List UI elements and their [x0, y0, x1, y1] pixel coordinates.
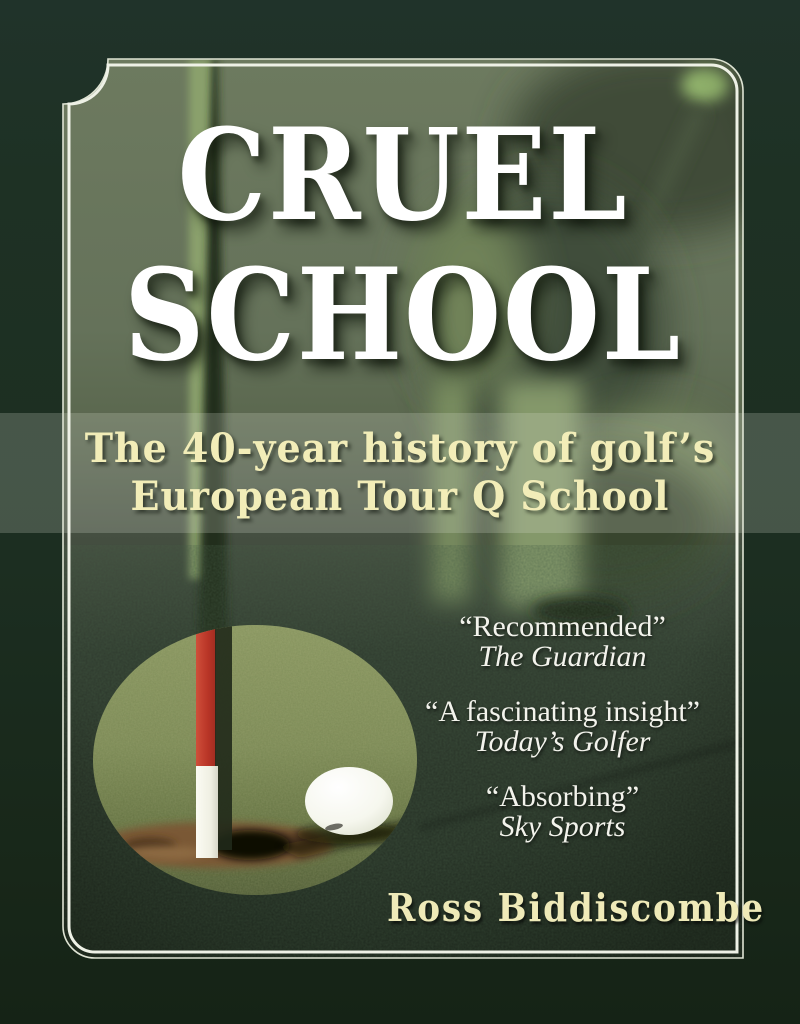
quote-text: “Absorbing” [485, 780, 640, 813]
subtitle-line-2: European Tour Q School [130, 473, 670, 520]
quote-source: Sky Sports [499, 809, 626, 843]
golf-ball [305, 767, 393, 835]
review-quote [425, 612, 700, 671]
review-quotes [425, 612, 700, 841]
title-line-1: CRUEL [177, 101, 629, 249]
flagstick-red-band [196, 618, 216, 768]
book-subtitle [0, 425, 800, 521]
quote-source: Today’s Golfer [474, 724, 651, 758]
flagstick-white-base [196, 766, 218, 858]
review-quote [425, 697, 700, 756]
review-quote [425, 782, 700, 841]
quote-source: The Guardian [478, 639, 647, 673]
author-name: Ross Biddiscombe [387, 885, 765, 930]
subtitle-line-1: The 40-year history of golf’s [84, 425, 716, 472]
book-title [63, 101, 743, 389]
title-line-2: SCHOOL [124, 241, 682, 389]
quote-text: “Recommended” [459, 610, 666, 643]
quote-text: “A fascinating insight” [425, 695, 700, 728]
